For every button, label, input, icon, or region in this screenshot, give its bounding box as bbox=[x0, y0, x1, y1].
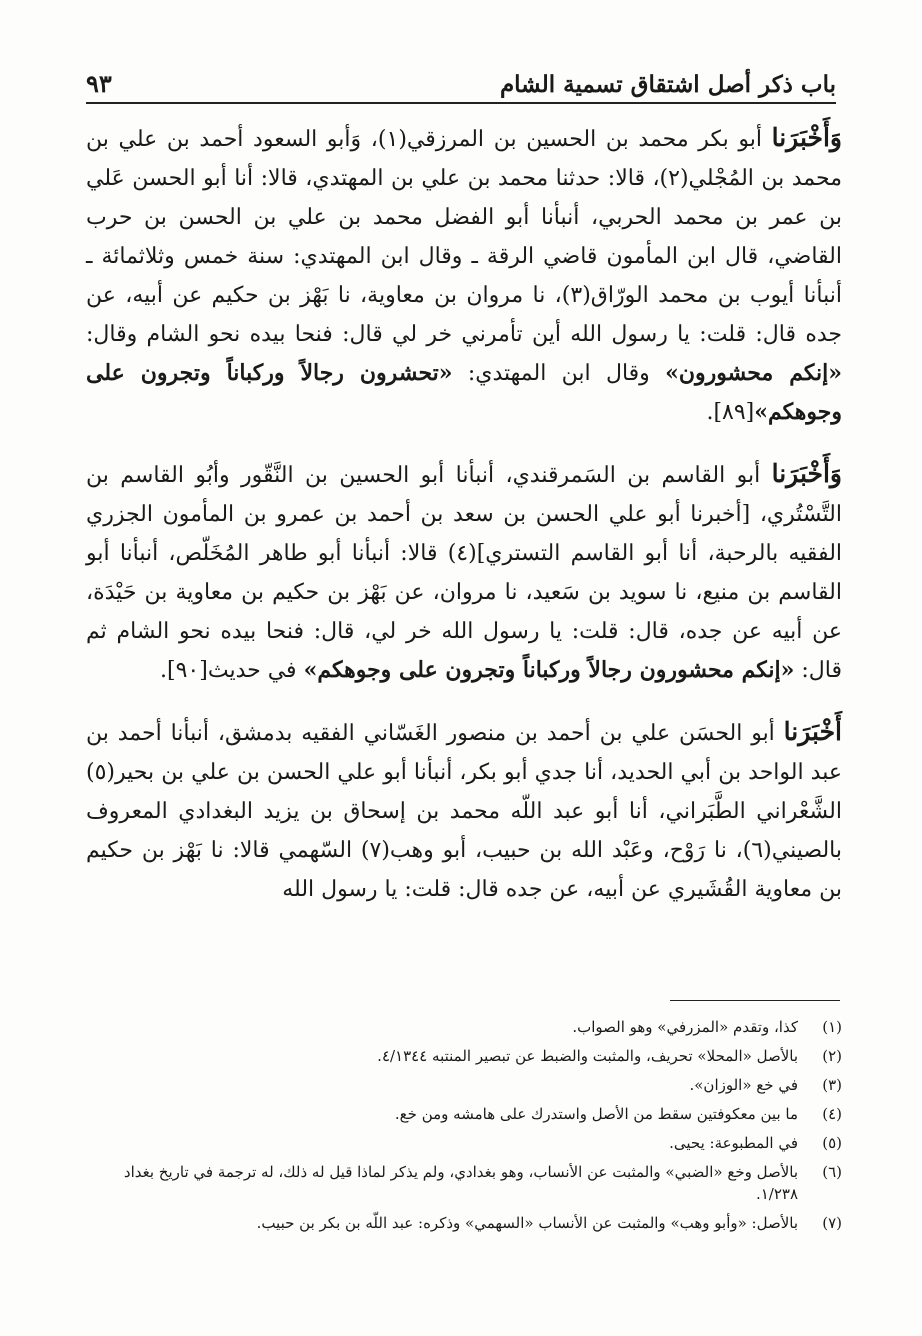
page-number: ٩٣ bbox=[86, 69, 112, 98]
footnote bbox=[86, 1132, 842, 1154]
paragraph-text-middle: وقال ابن المهتدي: bbox=[452, 361, 666, 386]
footnote-separator bbox=[670, 1000, 840, 1001]
footnote-number: (٥) bbox=[822, 1134, 842, 1152]
footnote bbox=[86, 1074, 842, 1096]
footnote-number: (١) bbox=[822, 1018, 842, 1036]
hadith-quote-2: «تحشرون رجالاً وركباناً وتجرون على وجوهكم» bbox=[86, 360, 842, 425]
footnote bbox=[86, 1016, 842, 1038]
footnote-number: (٣) bbox=[822, 1076, 842, 1094]
footnote-number: (٤) bbox=[822, 1105, 842, 1123]
hadith-number: [٨٩]. bbox=[706, 400, 755, 425]
paragraph-text-middle: في حديث bbox=[207, 658, 304, 683]
paragraph-3 bbox=[86, 712, 842, 909]
paragraph-text: أبو القاسم بن السَمرقندي، أنبأنا أبو الحسين بن النَّقّور وأبُو القاسم بن التَّسْتُري، [أخبرنا أبو علي الحسن بن سعد بن أحمد بن عمرو بن المأمون الجزري الفقيه بالرحبة، أنا أبو القاسم التستري](٤) قالا: أنبأنا أبو طاهر المُخَلّص، أنبأنا أبو القاسم بن منيع، نا سويد بن سَعيد، نا مروان، عن بَهْز بن حكيم بن معاوية بن حَيْدَة، عن أبيه عن جده، قال: قلت: يا رسول الله خر لي، قال: فنحا بيده نحو الشام ثم قال: bbox=[86, 463, 843, 683]
footnotes bbox=[86, 1016, 842, 1241]
hadith-quote: «إنكم محشورون» bbox=[665, 360, 842, 386]
footnote-text: ما بين معكوفتين سقط من الأصل واستدرك على هامشه ومن خع. bbox=[394, 1105, 798, 1123]
running-title: باب ذكر أصل اشتقاق تسمية الشام bbox=[499, 71, 836, 98]
paragraph-text: أبو بكر محمد بن الحسين بن المرزقي(١)، وَأبو السعود أحمد بن علي بن محمد بن المُجْلي(٢)، قالا: حدثنا محمد بن علي بن المهتدي، قالا: أنا أبو الحسن عَلي بن عمر بن محمد الحربي، أنبأنا أبو الفضل محمد بن علي بن الحسن بن حرب القاضي، قال ابن المأمون قاضي الرقة ـ وقال ابن المهتدي: سنة خمس وثلاثمائة ـ أنبأنا أيوب بن محمد الورّاق(٣)، نا مروان بن معاوية، نا بَهْز بن حكيم عن أبيه، عن جده قال: قلت: يا رسول الله أين تأمرني خر لي قال: فنحا بيده نحو الشام وقال: bbox=[86, 127, 843, 347]
paragraph-lead: وَأَخْبَرَنا bbox=[771, 459, 842, 488]
paragraph-lead: وَأَخْبَرَنا bbox=[771, 123, 842, 152]
footnote bbox=[86, 1045, 842, 1067]
hadith-quote: «إنكم محشورون رجالاً وركباناً وتجرون على وجوهكم» bbox=[303, 657, 795, 683]
main-text bbox=[86, 118, 842, 931]
footnote-text: بالأصل وخع «الضبي» والمثبت عن الأنساب، وهو بغدادي، ولم يذكر لماذا قيل له ذلك، له ترجمة في تاريخ بغداد ١/٢٣٨. bbox=[123, 1163, 798, 1203]
footnote-text: بالأصل «المحلا» تحريف، والمثبت والضبط عن تبصير المنتبه ٤/١٣٤٤. bbox=[377, 1047, 798, 1065]
footnote bbox=[86, 1103, 842, 1125]
hadith-number: [٩٠]. bbox=[160, 658, 208, 683]
footnote-number: (٢) bbox=[822, 1047, 842, 1065]
paragraph-lead: أَخْبَرَنا bbox=[783, 717, 842, 746]
footnote-text: في المطبوعة: يحيى. bbox=[669, 1134, 798, 1152]
footnote bbox=[86, 1161, 842, 1205]
footnote-number: (٦) bbox=[822, 1163, 842, 1181]
paragraph-1 bbox=[86, 118, 842, 432]
footnote-text: في خع «الوزان». bbox=[689, 1076, 798, 1094]
paragraph-2 bbox=[86, 454, 842, 690]
footnote-text: كذا، وتقدم «المزرفي» وهو الصواب. bbox=[572, 1018, 798, 1036]
footnote-text: بالأصل: «وأبو وهب» والمثبت عن الأنساب «السهمي» وذكره: عبد اللّه بن بكر بن حبيب. bbox=[256, 1214, 798, 1232]
page-header bbox=[86, 54, 836, 104]
footnote bbox=[86, 1212, 842, 1234]
paragraph-text: أبو الحسَن علي بن أحمد بن منصور الغَسّاني الفقيه بدمشق، أنبأنا أحمد بن عبد الواحد بن أبي الحديد، أنا جدي أبو بكر، أنبأنا أبو علي الحسن بن علي بن بحير(٥) الشَّعْراني الطَّبَراني، أنا أبو عبد اللّه محمد بن إسحاق بن يزيد البغدادي المعروف بالصيني(٦)، نا رَوْح، وعَبْد الله بن حبيب، أبو وهب(٧) السّهمي قالا: نا بَهْز بن حكيم بن معاوية القُشَيري عن أبيه، عن جده قال: قلت: يا رسول الله bbox=[86, 721, 842, 902]
footnote-number: (٧) bbox=[822, 1214, 842, 1232]
